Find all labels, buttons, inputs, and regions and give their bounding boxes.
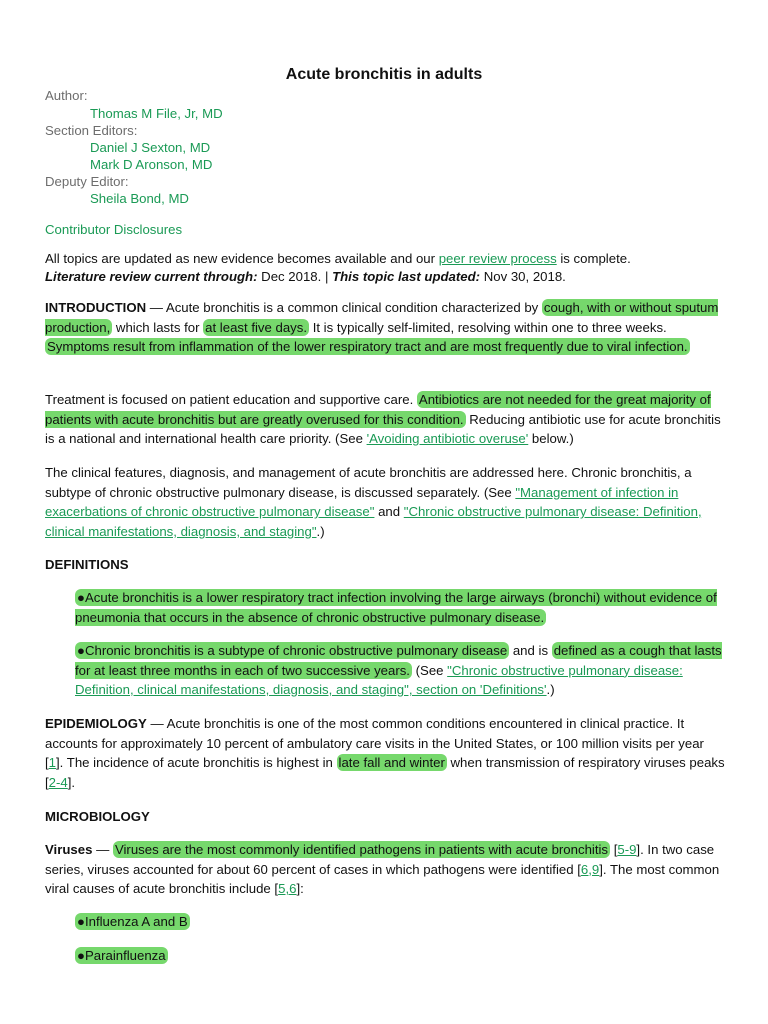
viruses-paragraph bbox=[45, 840, 725, 899]
introduction-heading: INTRODUCTION bbox=[45, 300, 147, 315]
highlight bbox=[75, 947, 168, 964]
highlight: Antibiotics are not needed for the great majority of patients with acute bronchitis but are greatly overused for this condition. bbox=[45, 392, 711, 427]
reference-link[interactable]: 5-9 bbox=[617, 842, 637, 857]
definition-text: Acute bronchitis is a lower respiratory tract infection involving the large airways (bronchi) without evidence of pneumonia that occurs in the absence of chronic obstructive pulmonary disease. bbox=[75, 590, 717, 625]
contributor-disclosures-link[interactable]: Contributor Disclosures bbox=[45, 222, 183, 237]
section-editor-1[interactable]: Daniel J Sexton, MD bbox=[90, 140, 211, 155]
epidemiology-text: when transmission of respiratory viruses peaks [ bbox=[45, 755, 725, 790]
lit-review-label: Literature review current through: bbox=[45, 269, 258, 284]
definition-item-chronic bbox=[75, 641, 725, 700]
definition-text: Chronic bronchitis is a subtype of chronic obstructive pulmonary disease bbox=[84, 643, 508, 658]
intro-text: which lasts for bbox=[112, 319, 204, 335]
last-updated-label: This topic last updated: bbox=[332, 269, 481, 284]
virus-list-item bbox=[75, 912, 725, 932]
update-text: All topics are updated as new evidence becomes available and our bbox=[45, 251, 439, 266]
highlight: Viruses are the most commonly identified pathogens in patients with acute bronchitis bbox=[114, 842, 609, 857]
lit-review-value: Dec 2018. | bbox=[257, 269, 333, 284]
highlight: at least five days. bbox=[205, 319, 308, 335]
viruses-text: ]. The most common viral causes of acute bronchitis include [ bbox=[45, 861, 720, 897]
treatment-text: below.) bbox=[528, 431, 574, 447]
copd-infection-link[interactable]: "Management of infection in exacerbations of chronic obstructive pulmonary disease" bbox=[45, 484, 679, 520]
author-label: Author: bbox=[45, 88, 88, 103]
bullet-icon: ● bbox=[77, 948, 85, 963]
deputy-editor-name[interactable]: Sheila Bond, MD bbox=[90, 191, 189, 206]
page-title: Acute bronchitis in adults bbox=[285, 66, 483, 83]
introduction-paragraph bbox=[45, 298, 725, 357]
viruses-text: [ bbox=[610, 842, 618, 857]
highlight: Symptoms result from inflammation of the lower respiratory tract and are most frequently due to viral infection. bbox=[47, 339, 688, 355]
deputy-editor-label: Deputy Editor: bbox=[45, 174, 129, 189]
treatment-paragraph bbox=[45, 390, 725, 449]
highlight bbox=[75, 642, 509, 659]
highlight: late fall and winter bbox=[338, 755, 445, 771]
clinical-text: The clinical features, diagnosis, and management of acute bronchitis are addressed here. Chronic bronchitis, a subtype of chronic obstructive pulmonary disease, is discussed separately. (See bbox=[45, 465, 692, 500]
treatment-text: Reducing antibiotic use for acute bronchitis is a national and international health care priority. (See bbox=[45, 411, 721, 447]
definition-item-acute bbox=[75, 588, 725, 627]
virus-name: Influenza A and B bbox=[84, 914, 188, 929]
section-editors-label: Section Editors: bbox=[45, 123, 138, 138]
epidemiology-text: — Acute bronchitis is one of the most common conditions encountered in clinical practice. It accounts for approximately 10 percent of ambulatory care visits in the United States, or 100 million visits per year [ bbox=[45, 716, 704, 771]
reference-link[interactable]: 5,6 bbox=[278, 881, 297, 897]
epidemiology-heading: EPIDEMIOLOGY bbox=[45, 716, 147, 731]
bullet-icon: ● bbox=[77, 590, 85, 605]
peer-review-link[interactable]: peer review process bbox=[438, 251, 557, 266]
last-updated-value: Nov 30, 2018. bbox=[480, 269, 566, 284]
epidemiology-paragraph bbox=[45, 714, 725, 792]
treatment-text: Treatment is focused on patient education and supportive care. bbox=[45, 392, 417, 407]
bullet-icon: ● bbox=[77, 643, 85, 658]
virus-name: Parainfluenza bbox=[84, 948, 166, 963]
clinical-text: .) bbox=[316, 523, 325, 539]
intro-text: It is typically self-limited, resolving within one to three weeks. bbox=[309, 319, 667, 335]
reference-link[interactable]: 2-4 bbox=[48, 774, 68, 790]
highlight: cough, with or without sputum production, bbox=[45, 300, 719, 335]
highlight bbox=[75, 589, 717, 626]
clinical-paragraph bbox=[45, 463, 725, 541]
clinical-text: and bbox=[374, 504, 404, 520]
viruses-label: Viruses bbox=[45, 842, 93, 857]
copd-definition-link[interactable]: "Chronic obstructive pulmonary disease: Definition, clinical manifestations, diagnosis, and staging" bbox=[45, 504, 702, 539]
bullet-icon: ● bbox=[77, 914, 85, 929]
update-text-end: is complete. bbox=[556, 251, 631, 266]
definition-text: (See bbox=[411, 662, 448, 678]
viruses-text: — bbox=[92, 842, 113, 857]
author-name[interactable]: Thomas M File, Jr, MD bbox=[90, 106, 223, 121]
epidemiology-text: ]. bbox=[67, 774, 76, 790]
definitions-heading: DEFINITIONS bbox=[45, 557, 129, 572]
viruses-text: ]. In two case series, viruses accounted for about 60 percent of cases in which pathogens were identified [ bbox=[45, 842, 715, 877]
reference-link[interactable]: 1 bbox=[48, 755, 57, 771]
definition-text: .) bbox=[546, 682, 555, 698]
highlight bbox=[75, 913, 190, 930]
epidemiology-text: ]. The incidence of acute bronchitis is highest in bbox=[56, 755, 337, 771]
definition-text: and is bbox=[509, 643, 552, 658]
virus-list-item bbox=[75, 946, 725, 966]
avoiding-antibiotic-overuse-link[interactable]: 'Avoiding antibiotic overuse' bbox=[366, 431, 529, 447]
reference-link[interactable]: 6,9 bbox=[580, 861, 600, 877]
update-notice bbox=[45, 250, 725, 286]
section-editor-2[interactable]: Mark D Aronson, MD bbox=[90, 157, 213, 172]
microbiology-heading: MICROBIOLOGY bbox=[45, 809, 150, 824]
viruses-text: ]: bbox=[296, 881, 304, 897]
highlight: defined as a cough that lasts for at least three months in each of two successive years. bbox=[75, 643, 722, 678]
intro-text: — Acute bronchitis is a common clinical condition characterized by bbox=[146, 300, 542, 315]
copd-definitions-section-link[interactable]: "Chronic obstructive pulmonary disease: Definition, clinical manifestations, diagnosis, and staging", section on 'Definitions' bbox=[75, 662, 683, 698]
